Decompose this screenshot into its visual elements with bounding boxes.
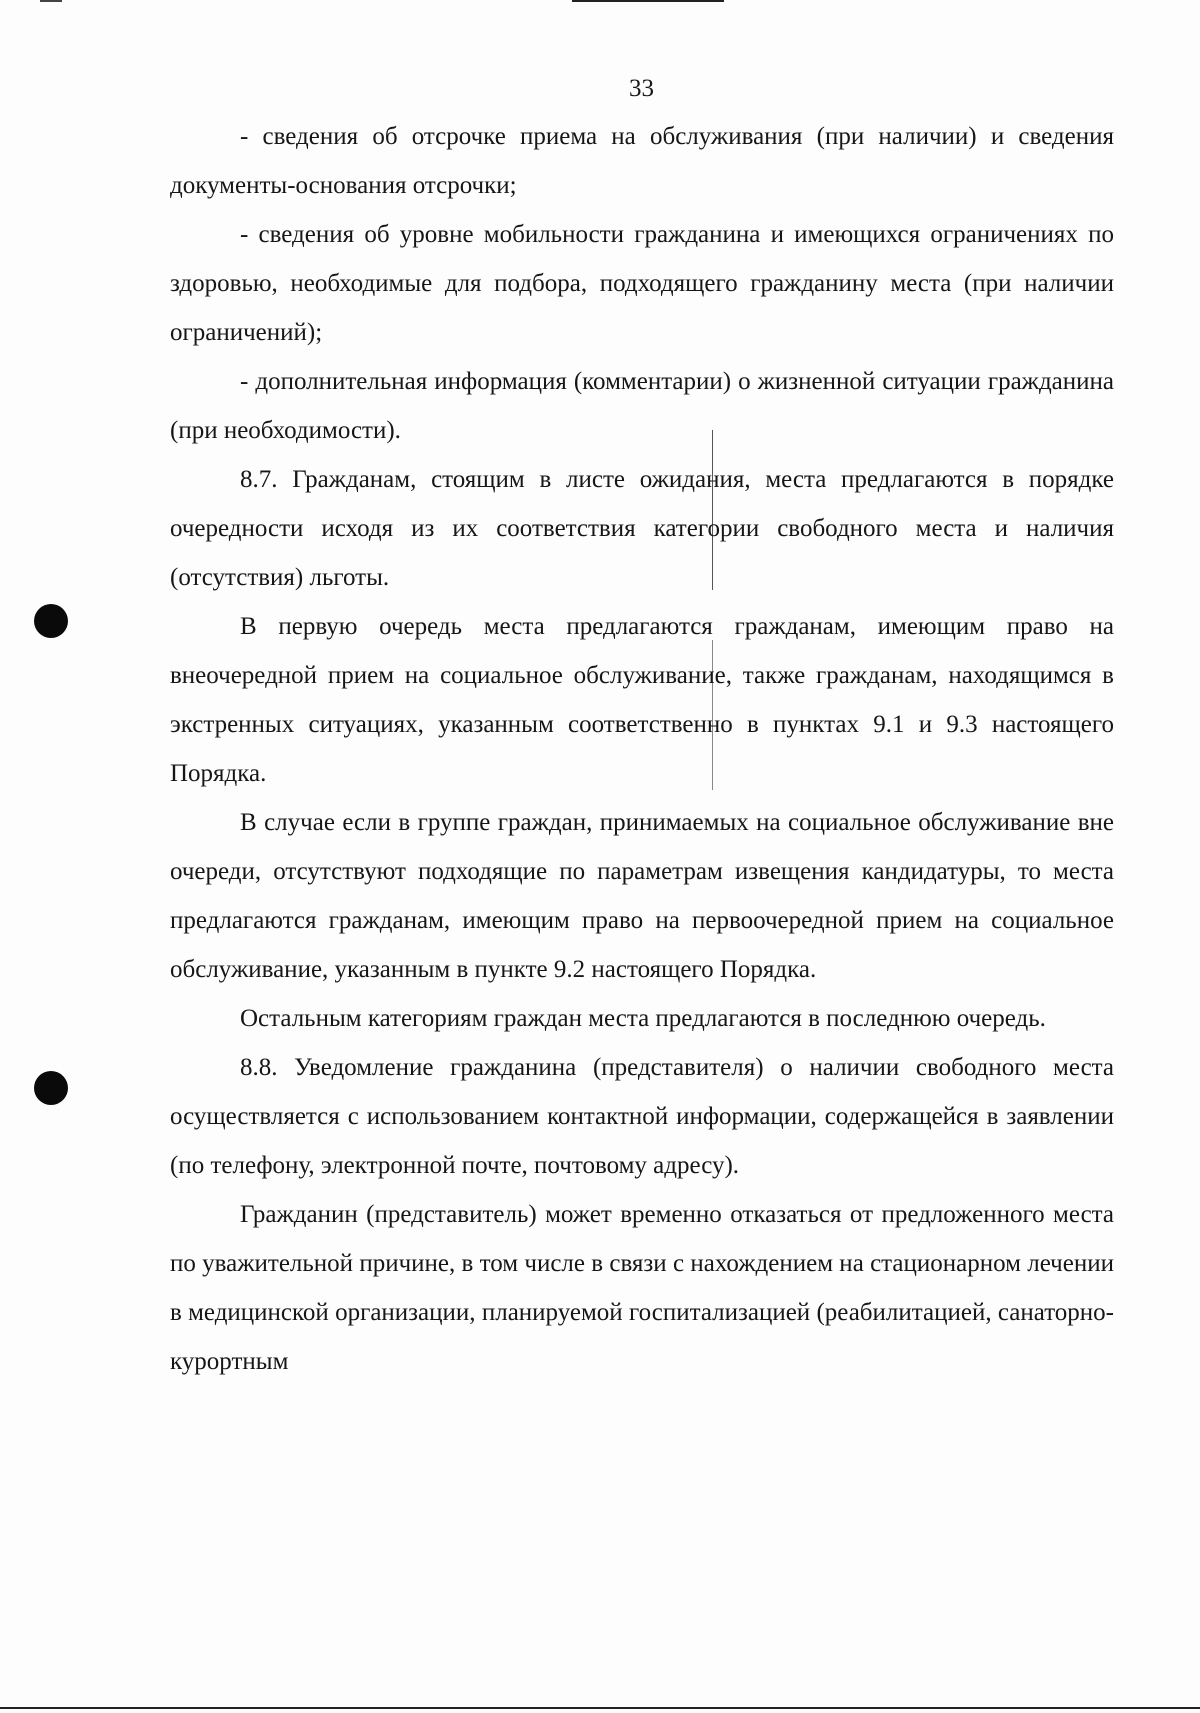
punch-hole bbox=[34, 1071, 68, 1105]
page-number: 33 bbox=[629, 75, 654, 102]
paragraph: В случае если в группе граждан, принимаемых на социальное обслуживание вне очереди, отсутствуют подходящие по параметрам извещения кандидатуры, то места предлагаются гражданам, имеющим право на первоочередной прием на социальное обслуживание, указанным в пункте 9.2 настоящего Порядка. bbox=[170, 809, 1114, 983]
scan-top-line bbox=[572, 0, 724, 2]
paragraph: 8.8. Уведомление гражданина (представителя) о наличии свободного места осуществляется с использованием контактной информации, содержащейся в заявлении (по телефону, электронной почте, почтовому адресу). bbox=[170, 1054, 1114, 1179]
scan-bottom-line bbox=[0, 1707, 1200, 1709]
punch-hole bbox=[34, 604, 68, 638]
paragraph: - дополнительная информация (комментарии) о жизненной ситуации гражданина (при необходимости). bbox=[170, 368, 1114, 444]
paragraph: Гражданин (представитель) может временно отказаться от предложенного места по уважительной причине, в том числе в связи с нахождением на стационарном лечении в медицинской организации, планируемой госпитализацией (реабилитацией, санаторно-курортным bbox=[170, 1201, 1114, 1375]
paragraph: - сведения об отсрочке приема на обслуживания (при наличии) и сведения документы-основания отсрочки; bbox=[170, 123, 1114, 199]
paragraph: 8.7. Гражданам, стоящим в листе ожидания, места предлагаются в порядке очередности исходя из их соответствия категории свободного места и наличия (отсутствия) льготы. bbox=[170, 466, 1114, 591]
paragraph: В первую очередь места предлагаются гражданам, имеющим право на внеочередной прием на социальное обслуживание, также гражданам, находящимся в экстренных ситуациях, указанным соответственно в пунктах 9.1 и 9.3 настоящего Порядка. bbox=[170, 613, 1114, 787]
paragraph: Остальным категориям граждан места предлагаются в последнюю очередь. bbox=[240, 1005, 1046, 1032]
scan-edge-mark bbox=[40, 0, 62, 2]
document-body bbox=[170, 112, 1114, 1386]
paragraph: - сведения об уровне мобильности гражданина и имеющихся ограничениях по здоровью, необходимые для подбора, подходящего гражданину места (при наличии ограничений); bbox=[170, 221, 1114, 346]
